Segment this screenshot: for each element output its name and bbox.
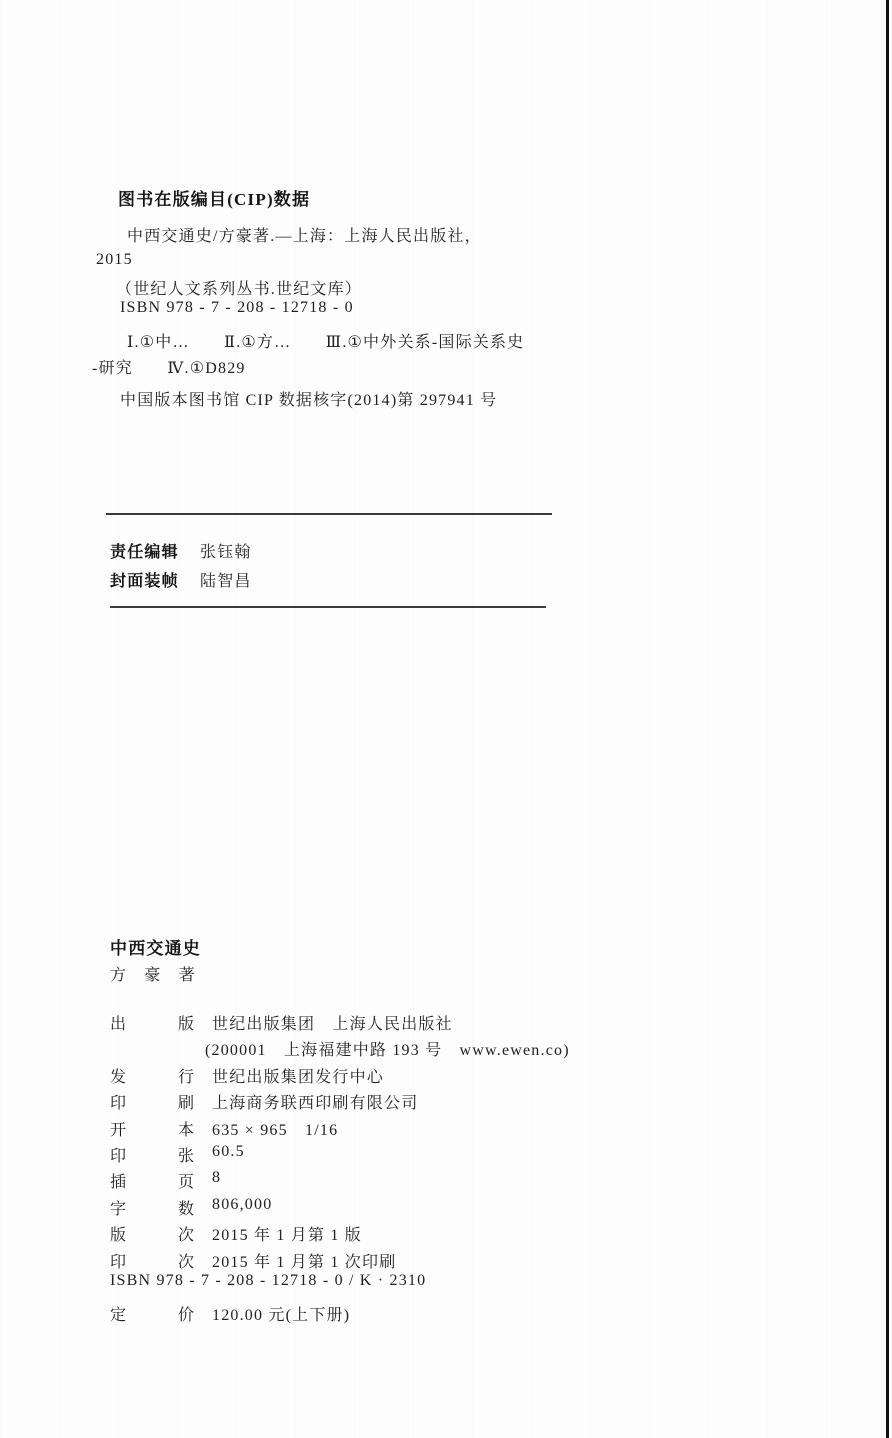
row-value: 635 × 965 1/16 bbox=[212, 1121, 339, 1139]
cip-series-line: （世纪人文系列丛书.世纪文库） bbox=[116, 281, 363, 298]
credit-value-cover-design: 陆智昌 bbox=[200, 572, 252, 590]
row-label: 发 bbox=[110, 1068, 128, 1086]
row-label: 数 bbox=[178, 1200, 196, 1218]
row-value: 8 bbox=[212, 1169, 222, 1187]
row-label: 本 bbox=[178, 1121, 196, 1139]
row-value: (200001 上海福建中路 193 号 www.ewen.co) bbox=[205, 1042, 570, 1060]
cip-classification-line2: -研究 Ⅳ.①D829 bbox=[92, 360, 246, 377]
colophon-title: 中西交通史 bbox=[110, 939, 201, 958]
row-label: 印 bbox=[110, 1095, 128, 1113]
cip-entry-line1: 中西交通史/方豪著.—上海：上海人民出版社， bbox=[127, 228, 482, 245]
credit-label-cover-design: 封面装帧 bbox=[110, 572, 179, 590]
credit-label-editor: 责任编辑 bbox=[110, 544, 179, 561]
row-label: 插 bbox=[110, 1174, 128, 1192]
row-label: 版 bbox=[110, 1227, 128, 1245]
row-label: 张 bbox=[178, 1147, 196, 1165]
divider-rule-bottom bbox=[110, 606, 546, 608]
row-label: 行 bbox=[178, 1068, 196, 1086]
colophon-author: 方 豪 著 bbox=[110, 967, 197, 984]
row-label: 刷 bbox=[178, 1095, 196, 1113]
row-value: 世纪出版集团 上海人民出版社 bbox=[212, 1016, 453, 1033]
row-label: 次 bbox=[178, 1227, 196, 1245]
cip-isbn-line: ISBN 978 - 7 - 208 - 12718 - 0 bbox=[120, 299, 354, 316]
row-label: 开 bbox=[110, 1121, 128, 1139]
row-label: 版 bbox=[178, 1016, 196, 1033]
row-label: 页 bbox=[178, 1174, 196, 1192]
divider-rule-top bbox=[106, 513, 552, 515]
price-label: 价 bbox=[178, 1307, 196, 1324]
row-label: 次 bbox=[178, 1253, 196, 1271]
price-value: 120.00 元(上下册) bbox=[212, 1307, 351, 1324]
row-label: 出 bbox=[110, 1016, 128, 1033]
credit-value-editor: 张钰翰 bbox=[200, 544, 252, 561]
cip-record-line: 中国版本图书馆 CIP 数据核字(2014)第 297941 号 bbox=[120, 392, 498, 409]
row-label: 印 bbox=[110, 1147, 128, 1165]
row-value: 2015 年 1 月第 1 版 bbox=[212, 1227, 363, 1245]
price-label: 定 bbox=[110, 1307, 128, 1324]
cip-entry-line2: 2015 bbox=[96, 251, 133, 268]
row-label: 字 bbox=[110, 1200, 128, 1218]
cip-heading: 图书在版编目(CIP)数据 bbox=[118, 190, 311, 209]
scan-edge-line bbox=[886, 0, 889, 1438]
cip-classification-line1: Ⅰ.①中… Ⅱ.①方… Ⅲ.①中外关系-国际关系史 bbox=[127, 334, 525, 351]
colophon-isbn-line: ISBN 978 - 7 - 208 - 12718 - 0 / K · 2310 bbox=[110, 1272, 427, 1289]
row-value: 60.5 bbox=[212, 1142, 245, 1160]
row-label: 印 bbox=[110, 1253, 128, 1271]
row-value: 2015 年 1 月第 1 次印刷 bbox=[212, 1253, 397, 1271]
row-value: 上海商务联西印刷有限公司 bbox=[212, 1095, 419, 1113]
row-value: 世纪出版集团发行中心 bbox=[212, 1068, 385, 1086]
row-value: 806,000 bbox=[212, 1195, 273, 1213]
